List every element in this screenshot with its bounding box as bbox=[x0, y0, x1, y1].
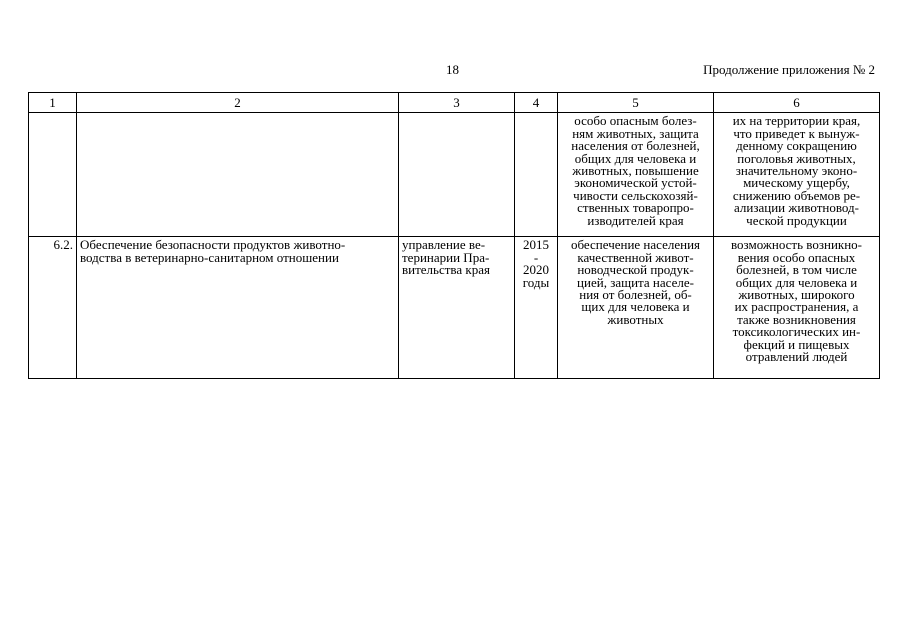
text-line: фекций и пищевых bbox=[743, 336, 850, 352]
text-line: токсикологических ин- bbox=[732, 324, 861, 340]
text-line: их распространения, а bbox=[734, 299, 859, 315]
consequences-cell bbox=[714, 237, 880, 379]
text-line: также возникновения bbox=[737, 311, 856, 327]
text-line: теринарии Пра- bbox=[402, 249, 490, 265]
continued-col2-cell bbox=[77, 113, 399, 237]
column-header-5: 5 bbox=[558, 93, 714, 113]
continued-expected-result-cell bbox=[558, 113, 714, 237]
text-line: экономической устой- bbox=[574, 175, 697, 191]
text-line: 2015 bbox=[523, 237, 549, 253]
column-header-6: 6 bbox=[714, 93, 880, 113]
text-line: мическому ущербу, bbox=[743, 175, 850, 191]
text-line: денному сокращению bbox=[736, 138, 857, 154]
continued-col1-cell bbox=[29, 113, 77, 237]
measure-name-cell bbox=[77, 237, 399, 379]
period-cell bbox=[515, 237, 558, 379]
text-line: водства в ветеринарно-санитарном отношении bbox=[80, 249, 339, 265]
appendix-table bbox=[28, 92, 880, 379]
responsible-executor-cell bbox=[399, 237, 515, 379]
text-line: - bbox=[533, 249, 539, 265]
row-number-cell: 6.2. bbox=[29, 237, 77, 379]
page-number: 18 bbox=[446, 62, 459, 77]
text-line: возможность возникно- bbox=[731, 237, 862, 253]
text-line: животных, повышение bbox=[572, 163, 699, 179]
text-line: управление ве- bbox=[402, 237, 486, 253]
text-line: животных bbox=[607, 311, 664, 327]
text-line: значительному эконо- bbox=[735, 163, 858, 179]
text-line: животных, широкого bbox=[738, 287, 855, 303]
text-line: цией, защита населе- bbox=[577, 274, 694, 290]
continued-consequences-cell bbox=[714, 113, 880, 237]
text-line: ственных товаропро- bbox=[577, 200, 694, 216]
text-line: Обеспечение безопасности продуктов животно- bbox=[80, 237, 346, 253]
appendix-continuation-label: Продолжение приложения № 2 bbox=[703, 62, 875, 77]
text-line: обеспечение населения bbox=[570, 237, 701, 253]
text-line: качественной живот- bbox=[577, 249, 694, 265]
text-line: населения от болезней, bbox=[571, 138, 700, 154]
text-line: 2020 bbox=[523, 262, 549, 278]
text-line: вительства края bbox=[402, 262, 490, 278]
text-line: общих для человека и bbox=[574, 150, 697, 166]
text-line: что приведет к вынуж- bbox=[733, 125, 860, 141]
column-number-row bbox=[29, 93, 880, 113]
text-line: ням животных, защита bbox=[572, 125, 699, 141]
text-line: общих для человека и bbox=[735, 274, 858, 290]
text-line: ализации животновод- bbox=[734, 200, 859, 216]
text-line: ния от болезней, об- bbox=[579, 287, 692, 303]
continued-col3-cell bbox=[399, 113, 515, 237]
text-line: годы bbox=[522, 274, 550, 290]
text-line: отравлений людей bbox=[745, 349, 848, 365]
column-header-3: 3 bbox=[399, 93, 515, 113]
column-header-1: 1 bbox=[29, 93, 77, 113]
text-line: новодческой продук- bbox=[577, 262, 694, 278]
text-line: снижению объемов ре- bbox=[732, 187, 861, 203]
text-line: особо опасным болез- bbox=[574, 113, 697, 129]
text-line: поголовья животных, bbox=[737, 150, 856, 166]
text-line: их на территории края, bbox=[732, 113, 861, 129]
continued-col4-cell bbox=[515, 113, 558, 237]
text-line: ческой продукции bbox=[746, 212, 847, 228]
expected-result-cell bbox=[558, 237, 714, 379]
column-header-4: 4 bbox=[515, 93, 558, 113]
column-header-2: 2 bbox=[77, 93, 399, 113]
text-line: чивости сельскохозяй- bbox=[573, 187, 698, 203]
table-row-continued bbox=[29, 113, 880, 237]
text-line: щих для человека и bbox=[581, 299, 690, 315]
text-line: болезней, в том числе bbox=[736, 262, 857, 278]
table-row-6-2 bbox=[29, 237, 880, 379]
text-line: вения особо опасных bbox=[737, 249, 856, 265]
text-line: изводителей края bbox=[587, 212, 684, 228]
